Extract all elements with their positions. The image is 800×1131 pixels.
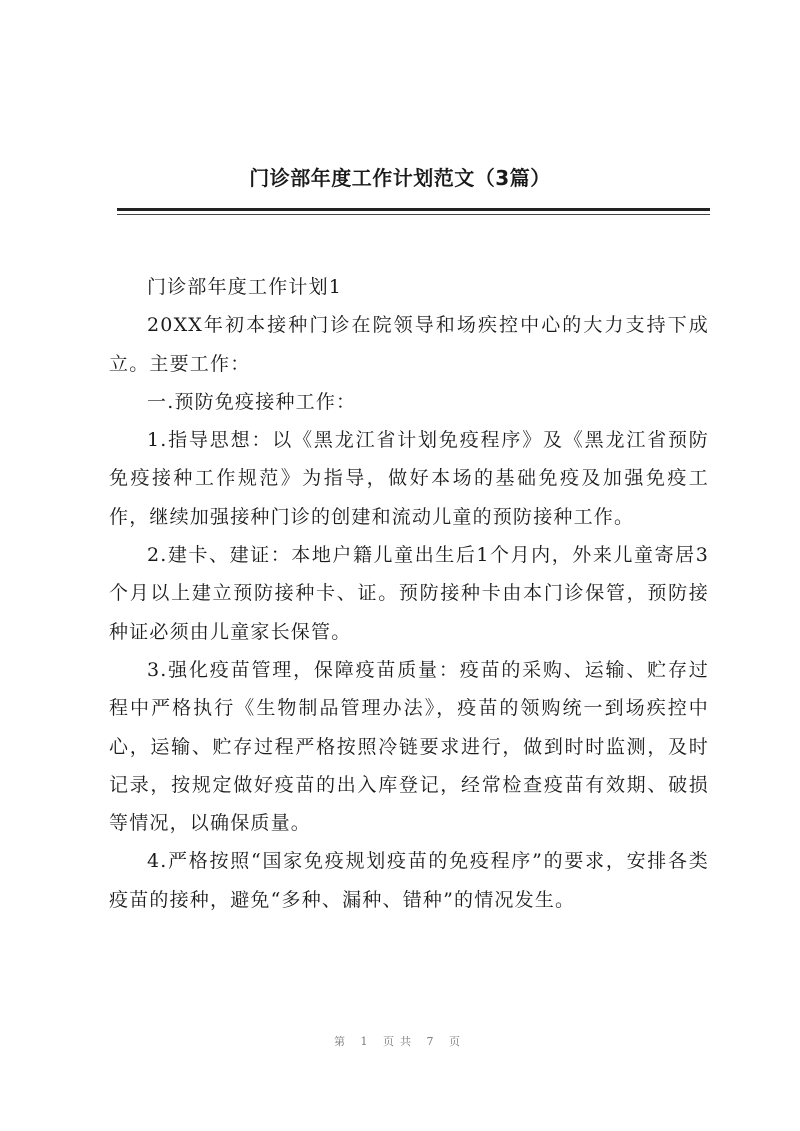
paragraph: 3.强化疫苗管理，保障疫苗质量：疫苗的采购、运输、贮存过程中严格执行《生物制品管理办法》，疫苗的领购统一到场疾控中心，运输、贮存过程严格按照冷链要求进行，做到时时监测，及时记录，按规定做好疫苗的出入库登记，经常检查疫苗有效期、破损等情况，以确保质量。 [109,658,709,835]
paragraph: 20XX年初本接种门诊在院领导和场疾控中心的大力支持下成立。主要工作： [109,314,709,375]
subsection-heading: 一.预防免疫接种工作： [147,390,357,413]
paragraph: 4.严格按照“国家免疫规划疫苗的免疫程序”的要求，安排各类疫苗的接种，避免“多种、漏种、错种”的情况发生。 [109,850,709,911]
document-body [109,268,709,919]
paragraph: 2.建卡、建证：本地户籍儿童出生后1个月内，外来儿童寄居3个月以上建立预防接种卡、证。预防接种卡由本门诊保管，预防接种证必须由儿童家长保管。 [109,544,709,643]
title-divider-thin [117,214,710,215]
page-footer: 第 1 页共 7 页 [334,1035,466,1048]
paragraph: 1.指导思想：以《黑龙江省计划免疫程序》及《黑龙江省预防免疫接种工作规范》为指导，做好本场的基础免疫及加强免疫工作，继续加强接种门诊的创建和流动儿童的预防接种工作。 [109,429,709,528]
section-heading: 门诊部年度工作计划1 [147,276,343,298]
title-divider [117,208,710,211]
document-title: 门诊部年度工作计划范文（3篇） [249,166,551,190]
